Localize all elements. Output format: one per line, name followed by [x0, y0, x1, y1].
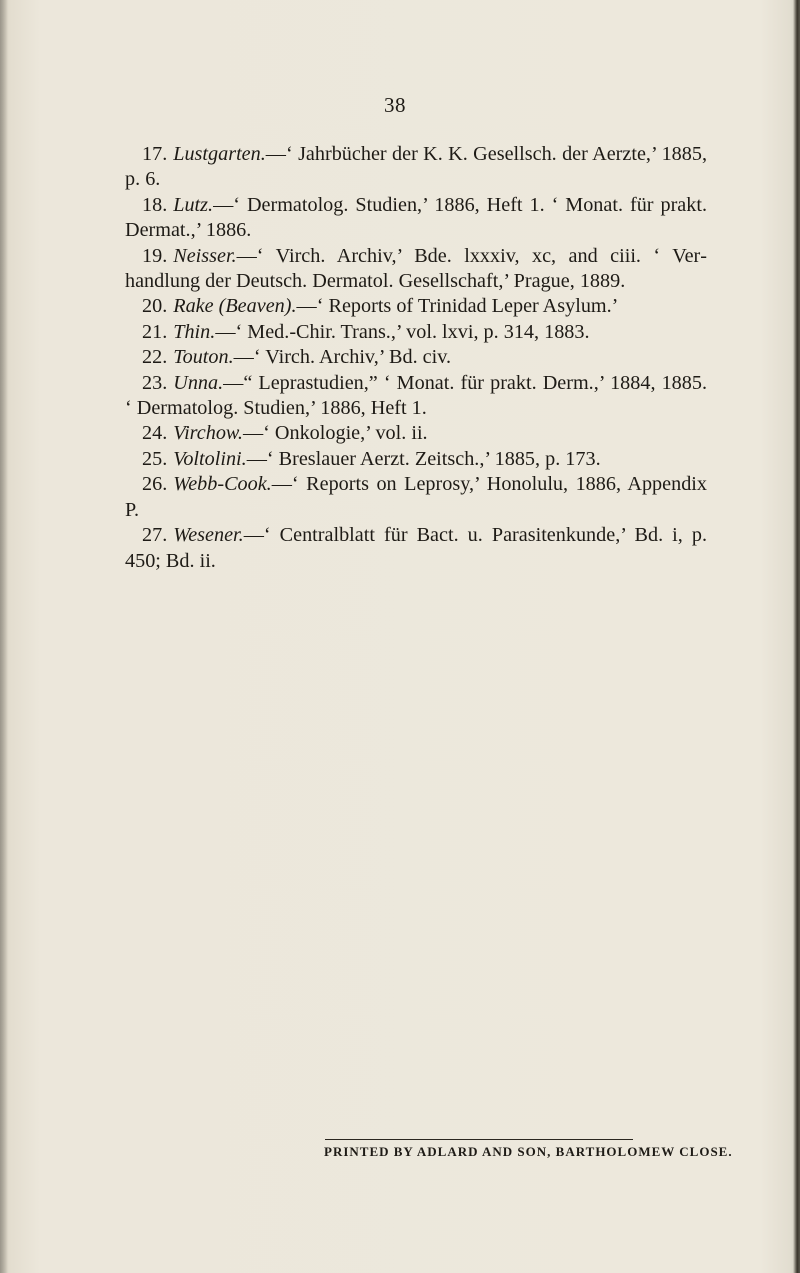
- reference-author: Unna.: [173, 371, 224, 394]
- reference-citation: —‘ Jahrbücher der K. K. Gesellsch. der Aerzte,’ 1885, p. 6.: [125, 143, 707, 191]
- reference-number: 19.: [142, 244, 168, 267]
- reference-author: Lustgarten.: [173, 143, 266, 165]
- reference-entry: [125, 193, 707, 244]
- printer-imprint: PRINTED BY ADLARD AND SON, BARTHOLOMEW CLOSE.: [324, 1144, 733, 1159]
- reference-number: 22.: [142, 346, 168, 369]
- page-gutter-shadow: [0, 0, 8, 1273]
- reference-entry: [125, 142, 707, 193]
- reference-citation: —‘ Breslauer Aerzt. Zeitsch.,’ 1885, p. 173.: [246, 447, 601, 470]
- reference-citation: —‘ Centralblatt für Bact. u. Parasitenkunde,’ Bd. i, p. 450; Bd. ii.: [125, 524, 707, 572]
- reference-author: Thin.: [173, 320, 216, 343]
- reference-entry: [125, 523, 707, 574]
- reference-citation: —‘ Virch. Archiv,’ Bd. civ.: [233, 346, 452, 369]
- reference-citation: —‘ Med.-Chir. Trans.,’ vol. lxvi, p. 314, 1883.: [215, 320, 590, 343]
- reference-author: Voltolini.: [173, 447, 247, 470]
- reference-entry: [125, 244, 707, 295]
- printer-rule: [325, 1139, 633, 1140]
- reference-number: 27.: [142, 524, 168, 547]
- reference-entry: [125, 447, 707, 472]
- reference-number: 17.: [142, 143, 168, 165]
- reference-author: Neisser.: [173, 244, 237, 267]
- reference-entry: [125, 421, 707, 446]
- page-number: 38: [384, 93, 406, 117]
- reference-author: Webb-Cook.: [173, 473, 272, 496]
- reference-entry: [125, 472, 707, 523]
- reference-citation: —‘ Dermatolog. Studien,’ 1886, Heft 1. ‘ Monat. für prakt. Dermat.,’ 1886.: [125, 193, 707, 242]
- reference-citation: —‘ Virch. Archiv,’ Bde. lxxxiv, xc, and ciii. ‘ Verhandlung der Deutsch. Dermatol. Gesellschaft,’ Prague, 1889.: [125, 244, 707, 293]
- reference-author: Lutz.: [173, 193, 214, 216]
- reference-number: 24.: [142, 422, 168, 445]
- reference-number: 18.: [142, 193, 168, 216]
- reference-entry: [125, 371, 707, 422]
- reference-author: Rake (Beaven).: [173, 295, 297, 318]
- reference-entry: [125, 320, 707, 345]
- reference-number: 20.: [142, 295, 168, 318]
- reference-number: 26.: [142, 473, 168, 496]
- page-edge-shadow: [793, 0, 800, 1273]
- reference-citation: —‘ Reports of Trinidad Leper Asylum.’: [296, 295, 619, 318]
- reference-number: 23.: [142, 371, 168, 394]
- reference-number: 25.: [142, 447, 168, 470]
- reference-author: Virchow.: [173, 422, 243, 445]
- reference-author: Wesener.: [173, 524, 244, 547]
- reference-list: [125, 142, 707, 574]
- reference-number: 21.: [142, 320, 168, 343]
- reference-citation: —‘ Reports on Leprosy,’ Honolulu, 1886, Appendix P.: [125, 473, 707, 521]
- reference-citation: —‘ Onkologie,’ vol. ii.: [242, 422, 428, 445]
- reference-entry: [125, 294, 707, 319]
- reference-entry: [125, 345, 707, 370]
- reference-citation: —“ Leprastudien,” ‘ Monat. für prakt. Derm.,’ 1884, 1885. ‘ Dermatolog. Studien,’ 1886, Heft 1.: [125, 371, 707, 420]
- reference-author: Touton.: [173, 346, 234, 369]
